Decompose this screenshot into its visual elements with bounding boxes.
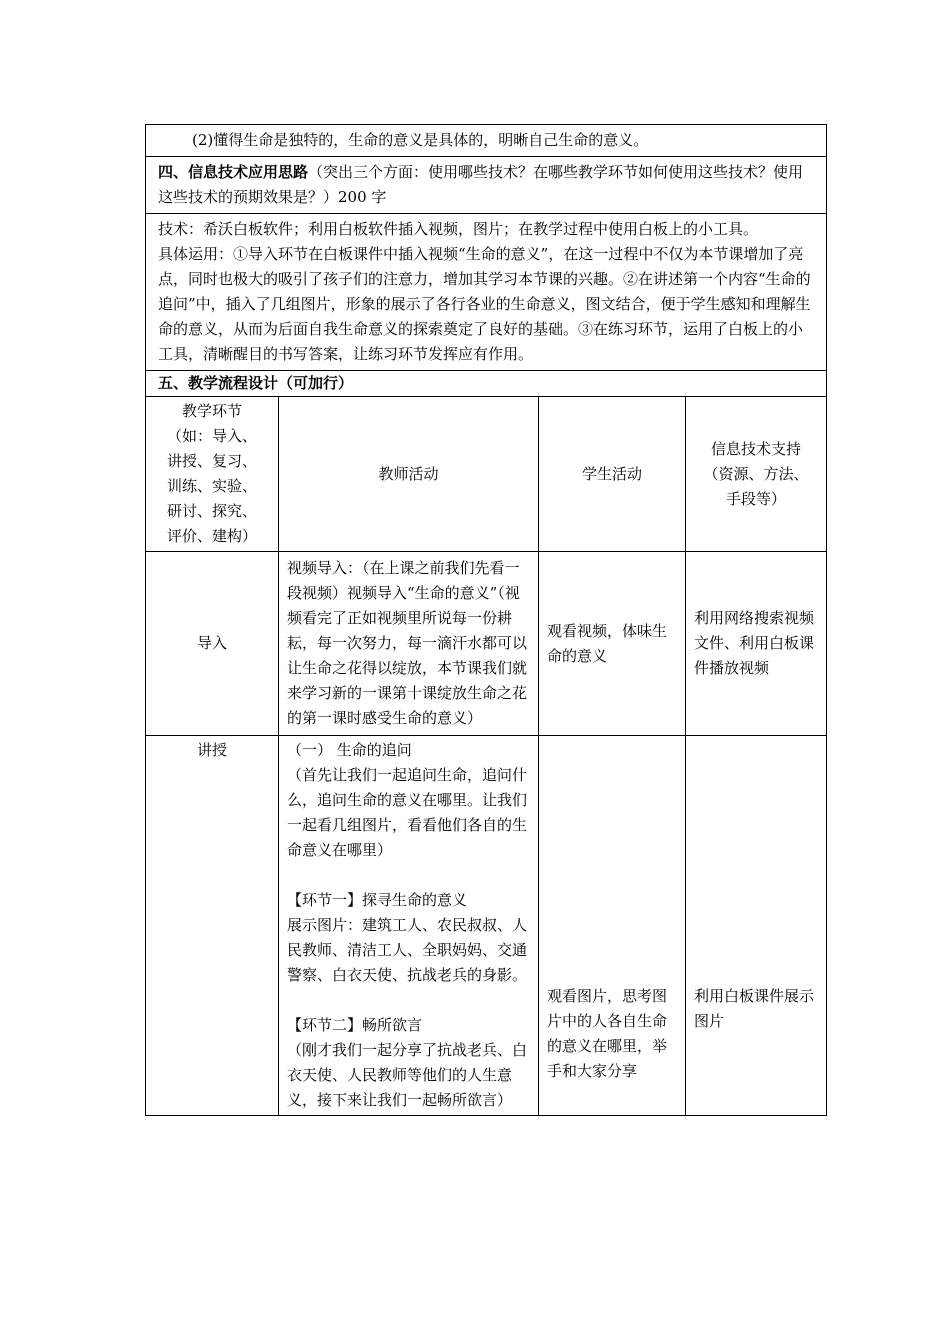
stage-lecture: 讲授 [146, 736, 279, 1116]
section-4-heading: 四、信息技术应用思路 [158, 163, 309, 181]
objective-text: (2)懂得生命是独特的，生命的意义是具体的，明晰自己生命的意义。 [146, 125, 827, 157]
objective-row [146, 125, 827, 157]
section-4-body [146, 214, 827, 371]
lecture-step-2-title: 【环节二】畅所欲言 [287, 1016, 423, 1034]
section-5-title: 五、教学流程设计（可加行） [146, 371, 827, 397]
header-stage-line: 研讨、探究、 [166, 502, 257, 520]
student-activity-intro: 观看视频，体味生命的意义 [539, 552, 686, 736]
flow-row-intro [146, 552, 827, 736]
header-stage [146, 397, 279, 552]
paragraph-gap [287, 863, 530, 888]
tech-support-lecture: 利用白板课件展示图片 [686, 736, 827, 1116]
student-activity-lecture: 观看图片，思考图片中的人各自生命的意义在哪里，举手和大家分享 [539, 736, 686, 1116]
lecture-step-2-text: （刚才我们一起分享了抗战老兵、白衣天使、人民教师等他们的人生意义，接下来让我们一起畅所欲言） [287, 1041, 528, 1109]
header-student-activity: 学生活动 [539, 397, 686, 552]
header-stage-line: 训练、实验、 [166, 477, 257, 495]
lecture-step-1-title: 【环节一】探寻生命的意义 [287, 891, 468, 909]
header-stage-line: 评价、建构） [166, 527, 257, 545]
flow-table-header-row [146, 397, 827, 552]
section-4-application: 具体运用：①导入环节在白板课件中插入视频“生命的意义”，在这一过程中不仅为本节课增加了亮点，同时也极大的吸引了孩子们的注意力，增加其学习本节课的兴趣。②在讲述第一个内容“生命的追问”中，插入了几组图片，形象的展示了各行各业的生命意义，图文结合，便于学生感知和理解生命的意义，从而为后面自我生命意义的探索奠定了良好的基础。③在练习环节，运用了白板上的小工具，清晰醒目的书写答案，让练习环节发挥应有作用。 [158, 245, 811, 363]
section-4-title-row [146, 157, 827, 214]
stage-intro: 导入 [146, 552, 279, 736]
lesson-plan-document [145, 124, 826, 1116]
lesson-plan-table [145, 124, 827, 1116]
teacher-activity-intro: 视频导入：（在上课之前我们先看一段视频）视频导入“生命的意义”（视频看完了正如视频里所说每一份耕耘，每一次努力，每一滴汗水都可以让生命之花得以绽放，本节课我们就来学习新的一课第十课绽放生命之花的第一课时感受生命的意义） [279, 552, 539, 736]
section-5-title-row [146, 371, 827, 397]
header-stage-line: （如：导入、 [166, 427, 257, 445]
flow-row-lecture [146, 736, 827, 1116]
section-4-technology: 技术：希沃白板软件；利用白板软件插入视频，图片；在教学过程中使用白板上的小工具。 [158, 220, 759, 238]
header-teacher-activity: 教师活动 [279, 397, 539, 552]
header-tech-line: （资源、方法、 [703, 464, 809, 483]
lecture-subheading: （一） 生命的追问 [287, 741, 412, 759]
header-tech-line: 信息技术支持 [711, 439, 802, 458]
header-stage-line: 讲授、复习、 [166, 452, 257, 470]
section-4-title [146, 157, 827, 214]
lecture-intro-text: （首先让我们一起追问生命，追问什么，追问生命的意义在哪里。让我们一起看几组图片，看看他们各自的生命意义在哪里） [287, 766, 528, 859]
section-4-body-row [146, 214, 827, 371]
paragraph-gap [287, 988, 530, 1013]
header-stage-line: 教学环节 [181, 402, 242, 420]
lecture-step-1-text: 展示图片：建筑工人、农民叔叔、人民教师、清洁工人、全职妈妈、交通警察、白衣天使、抗战老兵的身影。 [287, 916, 528, 984]
section-4-prompt: （突出三个方面：使用哪些技术？在哪些教学环节如何使用这些技术？使用这些技术的预期效果是？）200 字 [158, 163, 804, 206]
tech-support-intro: 利用网络搜索视频文件、利用白板课件播放视频 [686, 552, 827, 736]
header-tech-support [686, 397, 827, 552]
teacher-activity-lecture [279, 736, 539, 1116]
header-tech-line: 手段等） [726, 489, 787, 508]
